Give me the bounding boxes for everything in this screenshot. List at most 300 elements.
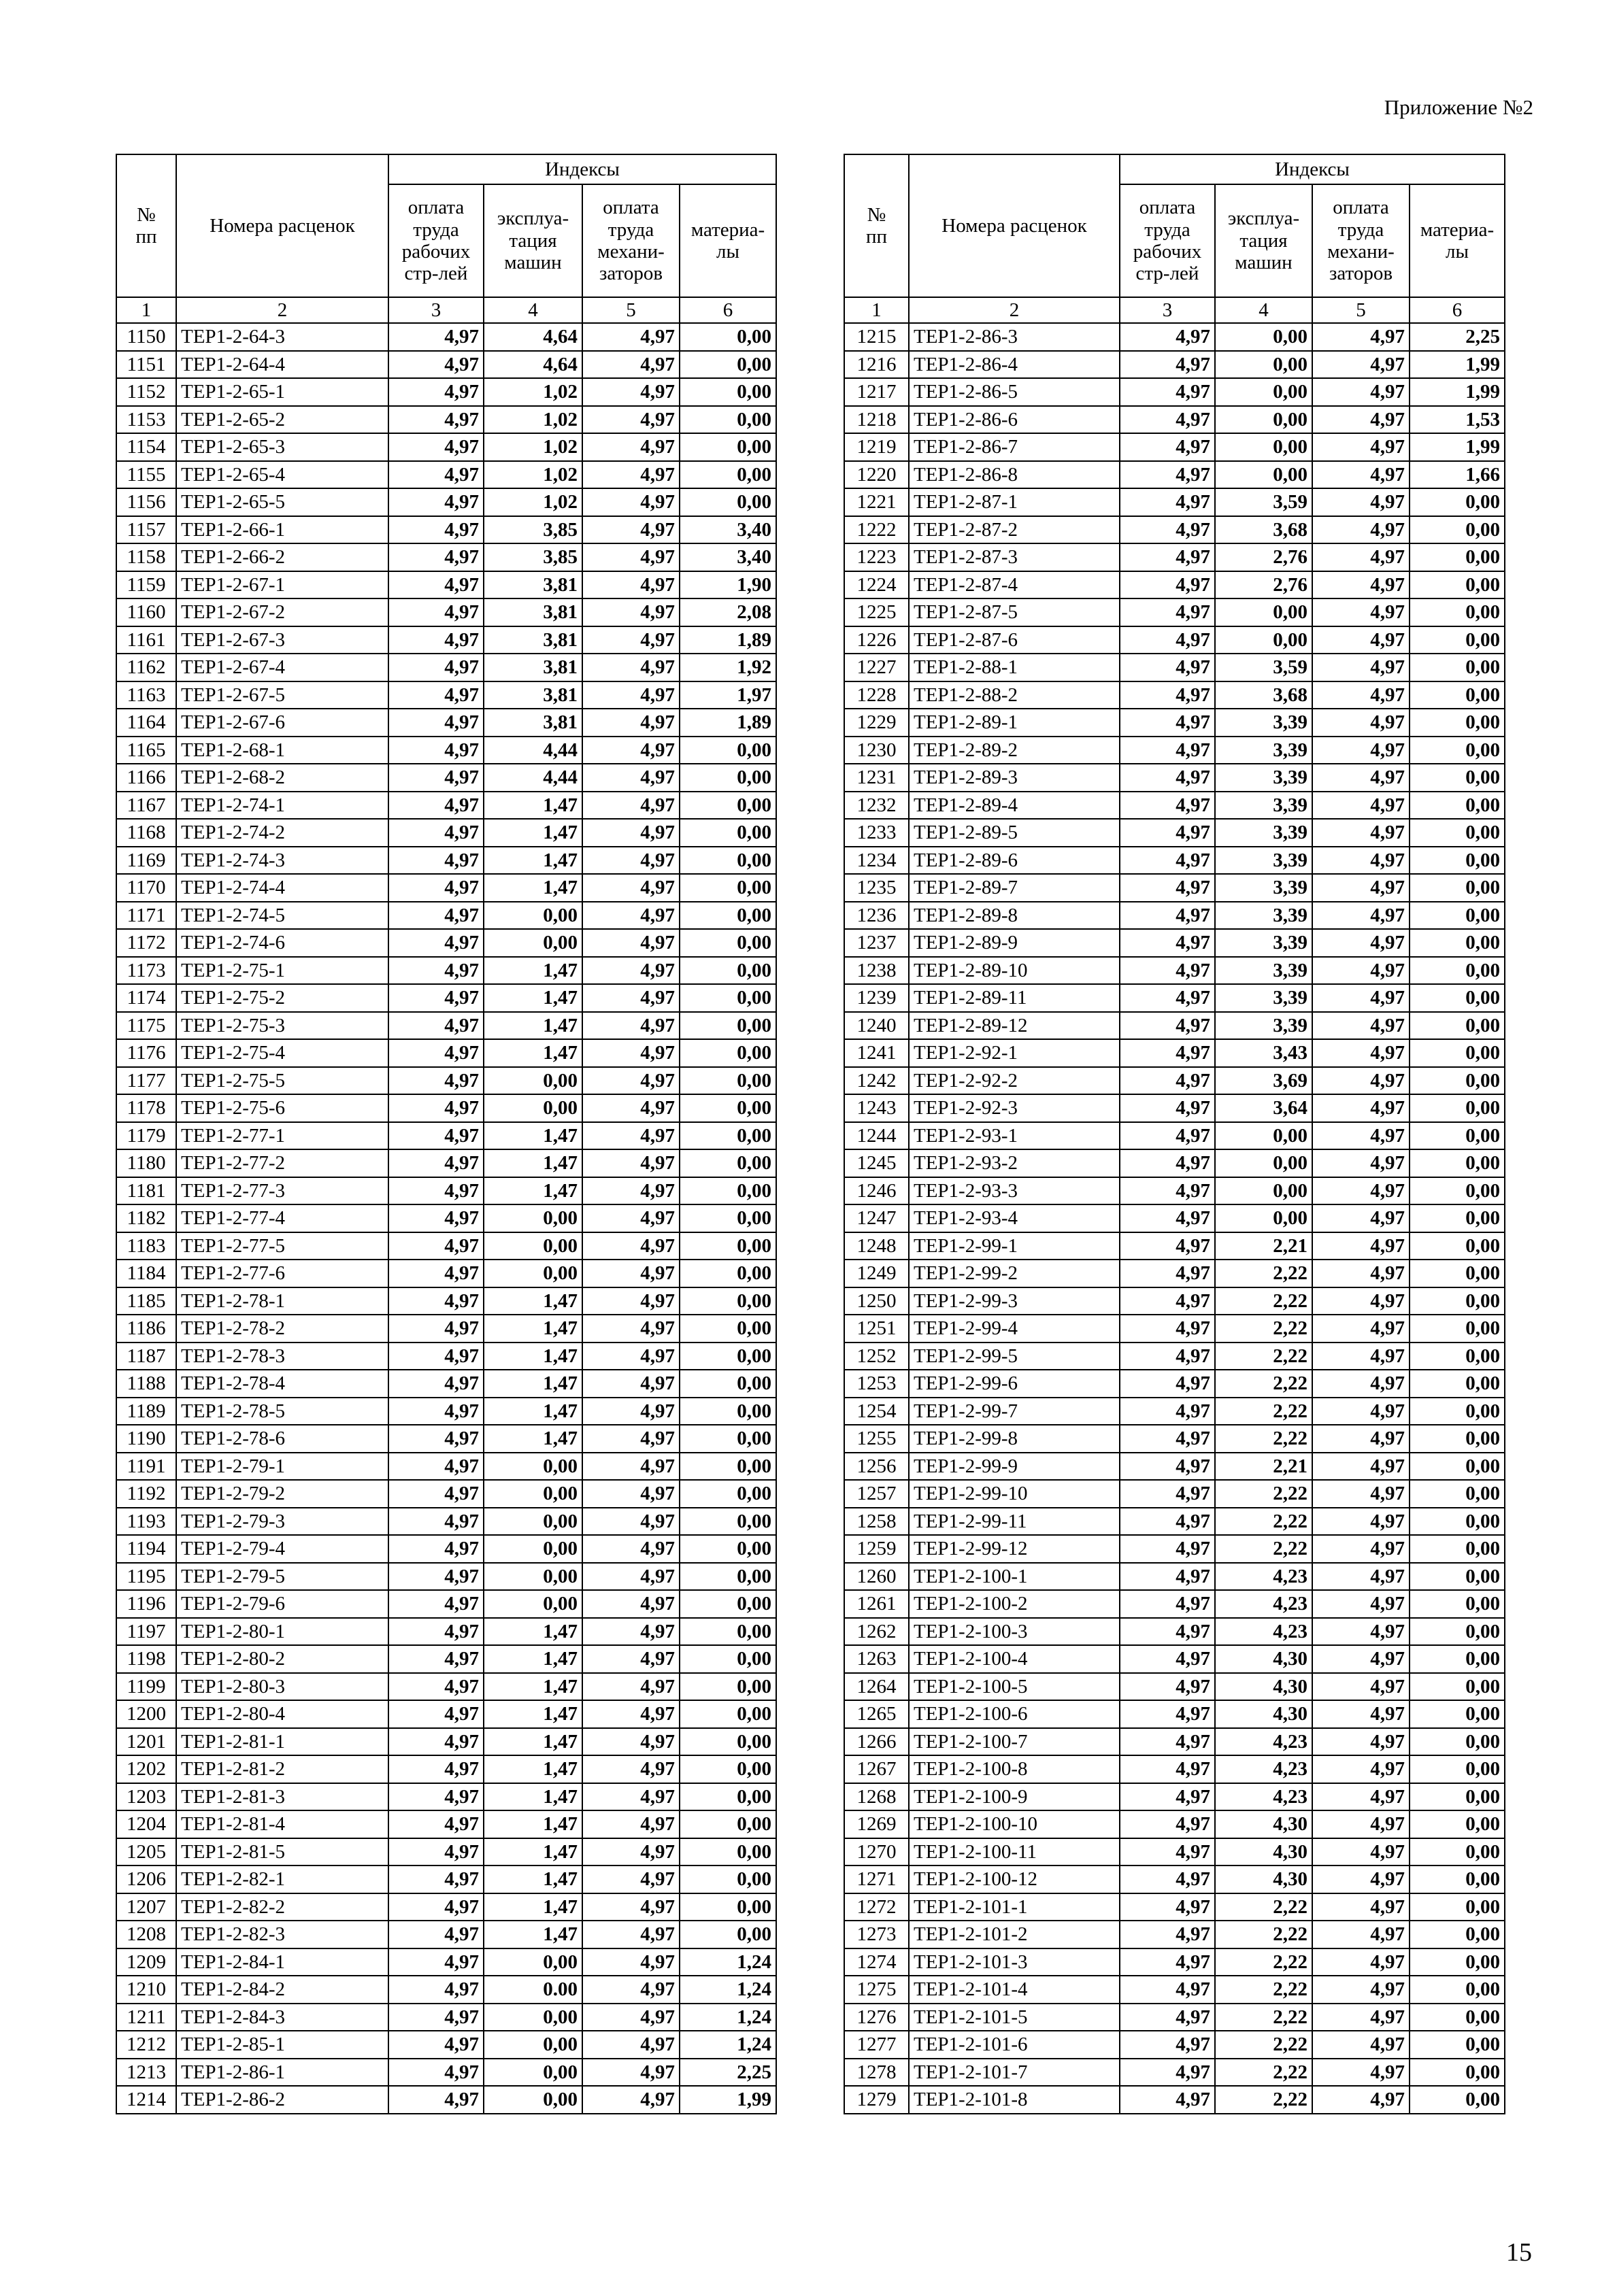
rate-code: ТЕР1-2-89-7	[909, 874, 1120, 902]
col-number: 3	[388, 297, 484, 323]
labor-index: 4,97	[388, 1590, 484, 1618]
machines-index: 2,22	[1215, 1425, 1312, 1453]
rate-code: ТЕР1-2-67-4	[176, 654, 388, 681]
operators-index: 4,97	[582, 516, 680, 544]
materials-index: 0,00	[680, 1728, 776, 1756]
operators-index: 4,97	[1312, 1315, 1410, 1343]
machines-index: 1,47	[484, 1370, 582, 1398]
operators-index: 4,97	[582, 1094, 680, 1122]
rate-code: ТЕР1-2-74-1	[176, 792, 388, 820]
col-number: 3	[1120, 297, 1215, 323]
machines-index: 2,22	[1215, 1287, 1312, 1315]
machines-index: 0,00	[1215, 1177, 1312, 1205]
materials-index: 0,00	[1410, 957, 1505, 985]
labor-index: 4,97	[1120, 516, 1215, 544]
table-row	[116, 323, 776, 351]
rate-code: ТЕР1-2-93-2	[909, 1149, 1120, 1177]
labor-index: 4,97	[388, 1838, 484, 1866]
operators-index: 4,97	[582, 2086, 680, 2114]
machines-index: 3,39	[1215, 847, 1312, 875]
labor-index: 4,97	[388, 1204, 484, 1232]
table-row	[116, 654, 776, 681]
materials-index: 0,00	[680, 792, 776, 820]
machines-index: 0,00	[484, 1508, 582, 1536]
table-row	[844, 543, 1505, 571]
materials-index: 1,66	[1410, 461, 1505, 489]
materials-index: 0,00	[680, 819, 776, 847]
machines-index: 2,22	[1215, 1260, 1312, 1287]
row-number: 1205	[116, 1838, 176, 1866]
machines-index: 4,44	[484, 764, 582, 792]
materials-index: 0,00	[680, 847, 776, 875]
operators-index: 4,97	[1312, 737, 1410, 764]
row-number: 1180	[116, 1149, 176, 1177]
rate-code: ТЕР1-2-93-3	[909, 1177, 1120, 1205]
materials-index: 2,08	[680, 598, 776, 626]
rate-code: ТЕР1-2-67-1	[176, 571, 388, 599]
labor-index: 4,97	[1120, 654, 1215, 681]
materials-index: 0,00	[1410, 681, 1505, 709]
table-row	[844, 1094, 1505, 1122]
rate-code: ТЕР1-2-77-3	[176, 1177, 388, 1205]
table-row	[116, 1260, 776, 1287]
labor-index: 4,97	[1120, 709, 1215, 737]
row-number: 1157	[116, 516, 176, 544]
rate-code: ТЕР1-2-101-4	[909, 1976, 1120, 2004]
machines-index: 3,39	[1215, 737, 1312, 764]
machines-index: 0,00	[484, 2059, 582, 2087]
table-row	[116, 1810, 776, 1838]
materials-index: 1,99	[680, 2086, 776, 2114]
machines-index: 3,81	[484, 681, 582, 709]
table-row	[844, 1508, 1505, 1536]
rate-code: ТЕР1-2-78-3	[176, 1343, 388, 1370]
labor-index: 4,97	[1120, 792, 1215, 820]
labor-index: 4,97	[388, 737, 484, 764]
table-row	[844, 1755, 1505, 1783]
operators-index: 4,97	[1312, 378, 1410, 406]
machines-index: 0,00	[1215, 378, 1312, 406]
operators-index: 4,97	[582, 1012, 680, 1040]
operators-index: 4,97	[1312, 2004, 1410, 2031]
materials-index: 0,00	[1410, 1673, 1505, 1701]
rate-code: ТЕР1-2-78-2	[176, 1315, 388, 1343]
row-number: 1224	[844, 571, 909, 599]
materials-index: 0,00	[680, 1535, 776, 1563]
materials-index: 0,00	[1410, 1921, 1505, 1948]
table-row	[844, 2031, 1505, 2059]
operators-index: 4,97	[1312, 1425, 1410, 1453]
labor-index: 4,97	[388, 516, 484, 544]
materials-index: 0,00	[680, 1315, 776, 1343]
row-number: 1196	[116, 1590, 176, 1618]
materials-index: 1,24	[680, 2031, 776, 2059]
materials-index: 0,00	[680, 1012, 776, 1040]
rate-code: ТЕР1-2-67-3	[176, 626, 388, 654]
table-row	[116, 1563, 776, 1591]
table-row	[844, 1948, 1505, 1976]
table-row	[844, 1012, 1505, 1040]
index-table-left	[116, 154, 777, 2114]
machines-index: 0,00	[484, 1204, 582, 1232]
machines-index: 0,00	[484, 902, 582, 930]
materials-index: 0,00	[1410, 1012, 1505, 1040]
labor-index: 4,97	[1120, 543, 1215, 571]
table-row	[116, 598, 776, 626]
table-row	[844, 2004, 1505, 2031]
materials-index: 0,00	[680, 874, 776, 902]
machines-index: 0,00	[484, 2086, 582, 2114]
table-row	[844, 2059, 1505, 2087]
labor-index: 4,97	[1120, 2059, 1215, 2087]
materials-index: 0,00	[680, 984, 776, 1012]
labor-index: 4,97	[1120, 737, 1215, 764]
rate-code: ТЕР1-2-101-2	[909, 1921, 1120, 1948]
header-code: Номера расценок	[176, 154, 388, 297]
row-number: 1220	[844, 461, 909, 489]
operators-index: 4,97	[582, 1260, 680, 1287]
operators-index: 4,97	[1312, 1976, 1410, 2004]
table-row	[844, 681, 1505, 709]
rate-code: ТЕР1-2-101-3	[909, 1948, 1120, 1976]
table-row	[116, 1535, 776, 1563]
materials-index: 0,00	[1410, 1728, 1505, 1756]
table-row	[116, 1094, 776, 1122]
machines-index: 1,47	[484, 1012, 582, 1040]
labor-index: 4,97	[388, 1370, 484, 1398]
operators-index: 4,97	[582, 378, 680, 406]
row-number: 1257	[844, 1480, 909, 1508]
operators-index: 4,97	[1312, 1535, 1410, 1563]
labor-index: 4,97	[1120, 2031, 1215, 2059]
machines-index: 1,47	[484, 1810, 582, 1838]
rate-code: ТЕР1-2-87-1	[909, 488, 1120, 516]
table-row	[116, 1177, 776, 1205]
table-row	[116, 1370, 776, 1398]
materials-index: 3,40	[680, 516, 776, 544]
labor-index: 4,97	[388, 1315, 484, 1343]
col-number: 6	[1410, 297, 1505, 323]
labor-index: 4,97	[1120, 1398, 1215, 1425]
labor-index: 4,97	[388, 543, 484, 571]
rate-code: ТЕР1-2-78-5	[176, 1398, 388, 1425]
operators-index: 4,97	[582, 1425, 680, 1453]
rate-code: ТЕР1-2-67-2	[176, 598, 388, 626]
table-row	[116, 819, 776, 847]
machines-index: 2,22	[1215, 1948, 1312, 1976]
table-row	[844, 874, 1505, 902]
rate-code: ТЕР1-2-89-12	[909, 1012, 1120, 1040]
machines-index: 1,47	[484, 984, 582, 1012]
labor-index: 4,97	[388, 1067, 484, 1095]
materials-index: 0,00	[680, 1039, 776, 1067]
operators-index: 4,97	[1312, 1370, 1410, 1398]
operators-index: 4,97	[1312, 571, 1410, 599]
table-row	[116, 1590, 776, 1618]
machines-index: 2,22	[1215, 2004, 1312, 2031]
row-number: 1198	[116, 1645, 176, 1673]
col-number: 1	[116, 297, 176, 323]
machines-index: 4,23	[1215, 1618, 1312, 1646]
operators-index: 4,97	[1312, 1618, 1410, 1646]
machines-index: 3,81	[484, 571, 582, 599]
table-row	[116, 874, 776, 902]
materials-index: 0,00	[1410, 598, 1505, 626]
row-number: 1208	[116, 1921, 176, 1948]
rate-code: ТЕР1-2-64-4	[176, 351, 388, 379]
operators-index: 4,97	[582, 488, 680, 516]
labor-index: 4,97	[388, 2086, 484, 2114]
materials-index: 0,00	[1410, 1590, 1505, 1618]
row-number: 1223	[844, 543, 909, 571]
labor-index: 4,97	[388, 1343, 484, 1370]
materials-index: 0,00	[1410, 929, 1505, 957]
labor-index: 4,97	[388, 1094, 484, 1122]
labor-index: 4,97	[388, 2031, 484, 2059]
header-pp: № пп	[844, 154, 909, 297]
materials-index: 0,00	[680, 433, 776, 461]
table-row	[116, 681, 776, 709]
rate-code: ТЕР1-2-88-1	[909, 654, 1120, 681]
rate-code: ТЕР1-2-75-3	[176, 1012, 388, 1040]
operators-index: 4,97	[582, 1398, 680, 1425]
rate-code: ТЕР1-2-67-6	[176, 709, 388, 737]
machines-index: 4,30	[1215, 1673, 1312, 1701]
table-row	[116, 1204, 776, 1232]
row-number: 1156	[116, 488, 176, 516]
materials-index: 0,00	[680, 1122, 776, 1150]
labor-index: 4,97	[388, 1398, 484, 1425]
table-row	[844, 1976, 1505, 2004]
row-number: 1260	[844, 1563, 909, 1591]
row-number: 1239	[844, 984, 909, 1012]
materials-index: 0,00	[1410, 1425, 1505, 1453]
table-row	[116, 847, 776, 875]
machines-index: 2,21	[1215, 1453, 1312, 1481]
machines-index: 3,59	[1215, 654, 1312, 681]
operators-index: 4,97	[1312, 626, 1410, 654]
row-number: 1166	[116, 764, 176, 792]
table-row	[116, 1618, 776, 1646]
table-row	[116, 984, 776, 1012]
machines-index: 4,30	[1215, 1645, 1312, 1673]
operators-index: 4,97	[1312, 1810, 1410, 1838]
rate-code: ТЕР1-2-79-3	[176, 1508, 388, 1536]
table-row	[844, 902, 1505, 930]
row-number: 1228	[844, 681, 909, 709]
operators-index: 4,97	[1312, 1755, 1410, 1783]
table-row	[844, 1425, 1505, 1453]
labor-index: 4,97	[388, 598, 484, 626]
col-number: 5	[582, 297, 680, 323]
operators-index: 4,97	[582, 1480, 680, 1508]
row-number: 1190	[116, 1425, 176, 1453]
operators-index: 4,97	[1312, 1866, 1410, 1893]
rate-code: ТЕР1-2-77-5	[176, 1232, 388, 1260]
rate-code: ТЕР1-2-68-1	[176, 737, 388, 764]
labor-index: 4,97	[1120, 1149, 1215, 1177]
table-row	[844, 1343, 1505, 1370]
materials-index: 0,00	[680, 1260, 776, 1287]
labor-index: 4,97	[388, 626, 484, 654]
operators-index: 4,97	[1312, 1700, 1410, 1728]
row-number: 1263	[844, 1645, 909, 1673]
table-row	[844, 709, 1505, 737]
rate-code: ТЕР1-2-92-2	[909, 1067, 1120, 1095]
machines-index: 0,00	[484, 1067, 582, 1095]
materials-index: 0,00	[680, 1921, 776, 1948]
labor-index: 4,97	[1120, 571, 1215, 599]
materials-index: 2,25	[680, 2059, 776, 2087]
labor-index: 4,97	[388, 1673, 484, 1701]
materials-index: 1,97	[680, 681, 776, 709]
operators-index: 4,97	[582, 1783, 680, 1811]
rate-code: ТЕР1-2-89-11	[909, 984, 1120, 1012]
rate-code: ТЕР1-2-87-5	[909, 598, 1120, 626]
table-row	[844, 598, 1505, 626]
rate-code: ТЕР1-2-85-1	[176, 2031, 388, 2059]
row-number: 1235	[844, 874, 909, 902]
row-number: 1153	[116, 406, 176, 434]
rate-code: ТЕР1-2-89-3	[909, 764, 1120, 792]
row-number: 1209	[116, 1948, 176, 1976]
rate-code: ТЕР1-2-86-6	[909, 406, 1120, 434]
table-row	[116, 1149, 776, 1177]
machines-index: 1,47	[484, 1728, 582, 1756]
row-number: 1179	[116, 1122, 176, 1150]
operators-index: 4,97	[1312, 406, 1410, 434]
labor-index: 4,97	[388, 1866, 484, 1893]
operators-index: 4,97	[582, 1067, 680, 1095]
materials-index: 0,00	[1410, 1094, 1505, 1122]
row-number: 1278	[844, 2059, 909, 2087]
table-row	[116, 737, 776, 764]
operators-index: 4,97	[1312, 2059, 1410, 2087]
table-row	[844, 654, 1505, 681]
rate-code: ТЕР1-2-74-6	[176, 929, 388, 957]
labor-index: 4,97	[1120, 1921, 1215, 1948]
operators-index: 4,97	[582, 1866, 680, 1893]
materials-index: 2,25	[1410, 323, 1505, 351]
operators-index: 4,97	[1312, 681, 1410, 709]
materials-index: 0,00	[1410, 819, 1505, 847]
table-row	[116, 1343, 776, 1370]
materials-index: 1,99	[1410, 378, 1505, 406]
row-number: 1234	[844, 847, 909, 875]
materials-index: 0,00	[1410, 1866, 1505, 1893]
table-row	[844, 1453, 1505, 1481]
row-number: 1150	[116, 323, 176, 351]
labor-index: 4,97	[388, 874, 484, 902]
table-row	[116, 1315, 776, 1343]
labor-index: 4,97	[388, 902, 484, 930]
machines-index: 1,47	[484, 1838, 582, 1866]
rate-code: ТЕР1-2-86-8	[909, 461, 1120, 489]
row-number: 1186	[116, 1315, 176, 1343]
machines-index: 1,47	[484, 1700, 582, 1728]
rate-code: ТЕР1-2-75-5	[176, 1067, 388, 1095]
row-number: 1164	[116, 709, 176, 737]
machines-index: 2,22	[1215, 2086, 1312, 2114]
col-number: 5	[1312, 297, 1410, 323]
row-number: 1207	[116, 1893, 176, 1921]
row-number: 1176	[116, 1039, 176, 1067]
labor-index: 4,97	[388, 1122, 484, 1150]
labor-index: 4,97	[388, 378, 484, 406]
operators-index: 4,97	[582, 1700, 680, 1728]
machines-index: 0,00	[484, 1563, 582, 1591]
operators-index: 4,97	[1312, 819, 1410, 847]
machines-index: 3,39	[1215, 1012, 1312, 1040]
operators-index: 4,97	[582, 709, 680, 737]
materials-index: 0,00	[1410, 764, 1505, 792]
rate-code: ТЕР1-2-89-4	[909, 792, 1120, 820]
labor-index: 4,97	[1120, 1673, 1215, 1701]
machines-index: 4,23	[1215, 1755, 1312, 1783]
operators-index: 4,97	[582, 847, 680, 875]
row-number: 1163	[116, 681, 176, 709]
materials-index: 0,00	[1410, 902, 1505, 930]
operators-index: 4,97	[582, 681, 680, 709]
operators-index: 4,97	[582, 764, 680, 792]
materials-index: 0,00	[680, 323, 776, 351]
rate-code: ТЕР1-2-100-3	[909, 1618, 1120, 1646]
machines-index: 1,47	[484, 1755, 582, 1783]
operators-index: 4,97	[1312, 1563, 1410, 1591]
machines-index: 0,00	[484, 1590, 582, 1618]
rate-code: ТЕР1-2-87-2	[909, 516, 1120, 544]
index-table-right	[844, 154, 1505, 2114]
table-row	[844, 1783, 1505, 1811]
operators-index: 4,97	[582, 737, 680, 764]
materials-index: 1,89	[680, 626, 776, 654]
operators-index: 4,97	[1312, 764, 1410, 792]
table-row	[116, 1039, 776, 1067]
labor-index: 4,97	[1120, 1260, 1215, 1287]
row-number: 1254	[844, 1398, 909, 1425]
operators-index: 4,97	[1312, 433, 1410, 461]
table-row	[116, 1866, 776, 1893]
machines-index: 2,22	[1215, 1976, 1312, 2004]
rate-code: ТЕР1-2-86-2	[176, 2086, 388, 2114]
operators-index: 4,97	[582, 902, 680, 930]
labor-index: 4,97	[388, 1783, 484, 1811]
machines-index: 3,81	[484, 654, 582, 681]
rate-code: ТЕР1-2-99-5	[909, 1343, 1120, 1370]
labor-index: 4,97	[1120, 2086, 1215, 2114]
materials-index: 0,00	[680, 1673, 776, 1701]
labor-index: 4,97	[388, 764, 484, 792]
rate-code: ТЕР1-2-78-4	[176, 1370, 388, 1398]
row-number: 1192	[116, 1480, 176, 1508]
operators-index: 4,97	[582, 1645, 680, 1673]
rate-code: ТЕР1-2-79-5	[176, 1563, 388, 1591]
materials-index: 0,00	[1410, 626, 1505, 654]
labor-index: 4,97	[1120, 1094, 1215, 1122]
machines-index: 3,39	[1215, 764, 1312, 792]
operators-index: 4,97	[1312, 1948, 1410, 1976]
table-row	[844, 1039, 1505, 1067]
row-number: 1202	[116, 1755, 176, 1783]
operators-index: 4,97	[582, 1149, 680, 1177]
rate-code: ТЕР1-2-75-1	[176, 957, 388, 985]
table-row	[844, 1177, 1505, 1205]
rate-code: ТЕР1-2-87-4	[909, 571, 1120, 599]
table-row	[844, 378, 1505, 406]
labor-index: 4,97	[1120, 1783, 1215, 1811]
operators-index: 4,97	[582, 543, 680, 571]
labor-index: 4,97	[1120, 819, 1215, 847]
